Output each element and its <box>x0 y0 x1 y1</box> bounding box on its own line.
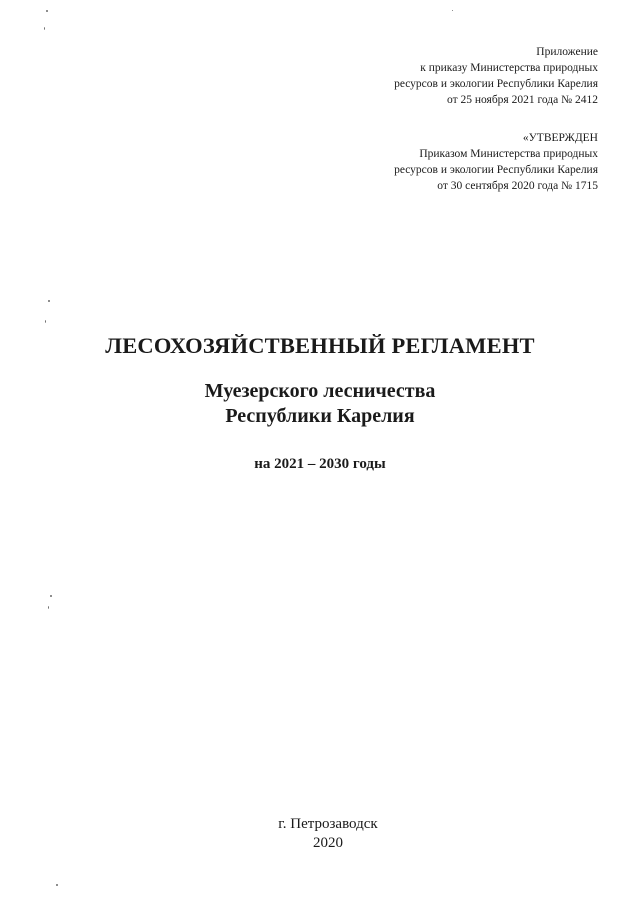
scan-speck <box>56 884 58 886</box>
scan-speck <box>44 27 45 30</box>
scan-speck <box>452 10 453 11</box>
footer-city: г. Петрозаводск <box>278 816 378 832</box>
appendix-ministry-line: ресурсов и экологии Республики Карелия <box>394 78 598 90</box>
scan-speck <box>46 10 48 12</box>
appendix-order-line: к приказу Министерства природных <box>420 62 598 74</box>
approved-date-line: от 30 сентября 2020 года № 1715 <box>437 180 598 192</box>
footer-year: 2020 <box>313 835 343 851</box>
scan-speck <box>50 595 52 597</box>
document-subtitle-republic: Республики Карелия <box>225 405 415 427</box>
appendix-date-line: от 25 ноября 2021 года № 2412 <box>446 94 598 106</box>
document-subtitle-forestry: Муезерского лесничества <box>204 380 436 402</box>
appendix-header <box>298 44 598 108</box>
document-period: на 2021 – 2030 годы <box>254 456 386 472</box>
appendix-label: Приложение <box>536 46 598 58</box>
scan-speck <box>45 320 46 323</box>
scan-speck <box>48 300 50 302</box>
approval-stamp-text <box>298 130 598 194</box>
document-title: ЛЕСОХОЗЯЙСТВЕННЫЙ РЕГЛАМЕНТ <box>105 333 535 358</box>
approved-label: «УТВЕРЖДЕН <box>522 132 598 144</box>
approved-ministry-line: ресурсов и экологии Республики Карелия <box>394 164 598 176</box>
scan-speck <box>48 606 49 609</box>
approved-order-line: Приказом Министерства природных <box>419 148 598 160</box>
